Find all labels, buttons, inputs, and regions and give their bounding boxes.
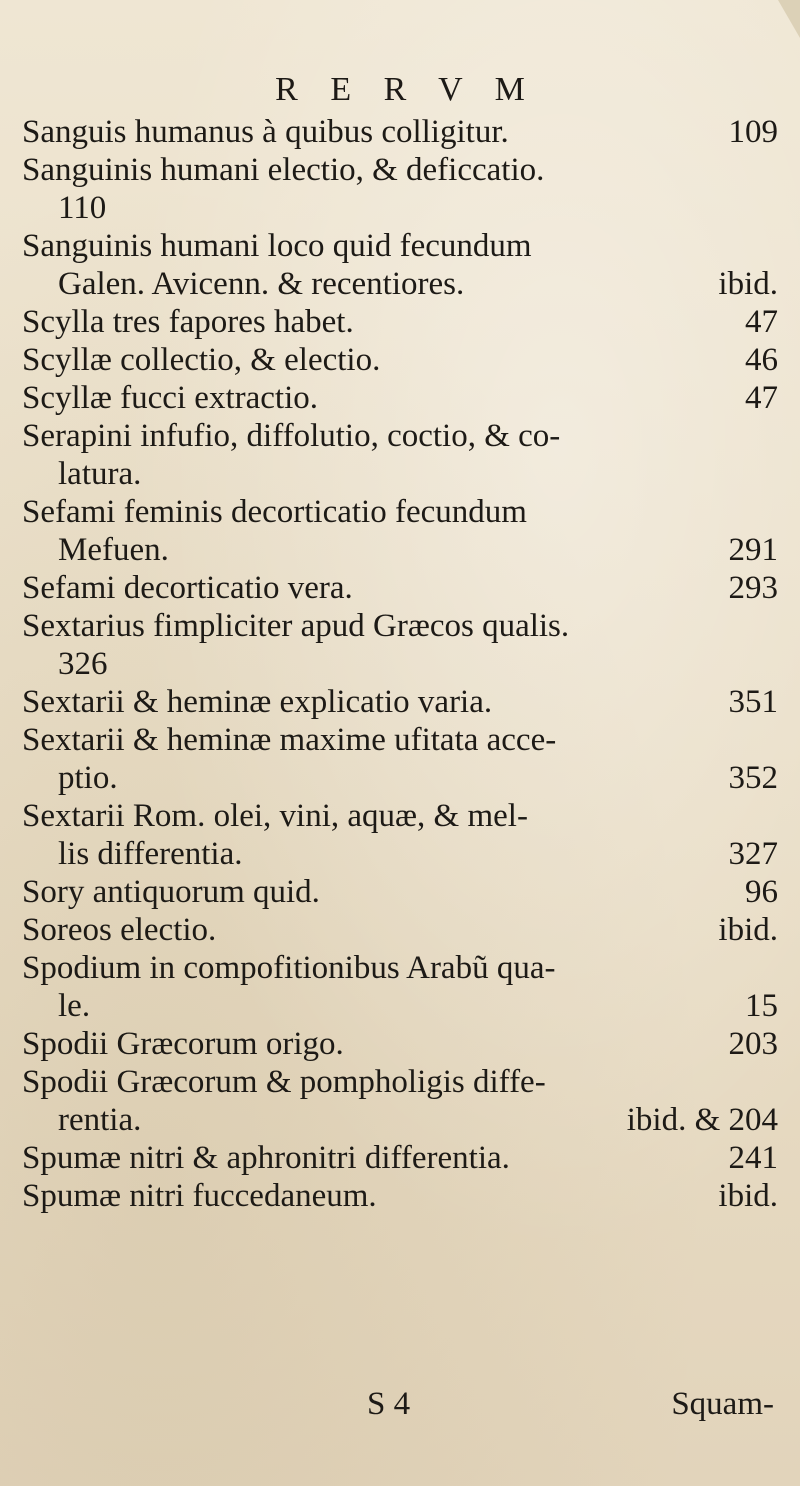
entry-text: Spumæ nitri fuccedaneum. [22,1178,377,1214]
entry-text: Sanguis humanus à quibus colligitur. [22,114,509,150]
entry-text: Soreos electio. [22,912,217,948]
catchword: Squam- [671,1386,774,1422]
entry-text: Sanguinis humani loco quid fecundum [22,228,532,264]
entry-continuation: 110 [58,190,107,226]
index-entry [22,265,782,303]
entry-text: Sextarii Rom. olei, vini, aquæ, & mel- [22,798,528,834]
index-entry [22,151,782,227]
entry-text: Serapini infufio, diffolutio, coctio, & co- [22,418,561,454]
entry-text: Scyllæ collectio, & electio. [22,342,381,378]
entry-page-ref: 241 [728,1140,778,1176]
index-entry [22,607,782,683]
entry-continuation: le. [58,988,91,1024]
entry-page-ref: ibid. [718,266,778,302]
index-entry [22,797,782,873]
entry-continuation: latura. [58,456,142,492]
entry-text: Scyllæ fucci extractio. [22,380,318,416]
entry-page-ref: 327 [728,836,778,872]
page-footer [22,1384,782,1424]
entry-page-ref: 47 [745,380,778,416]
index-entry [22,417,782,493]
entry-page-ref: 96 [745,874,778,910]
entry-page-ref: 109 [728,114,778,150]
entry-page-ref: ibid. [718,912,778,948]
entry-text: Sanguinis humani electio, & deficcatio. [22,152,545,188]
entry-page-ref: 352 [728,760,778,796]
entry-continuation: lis differentia. [58,836,243,872]
entry-text: Sefami decorticatio vera. [22,570,353,606]
entry-continuation: ptio. [58,760,118,796]
index-entry [22,1177,782,1215]
index-entry [22,1025,782,1063]
entry-page-ref: ibid. & 204 [626,1102,778,1138]
index-entry [22,873,782,911]
entry-text: Sory antiquorum quid. [22,874,320,910]
signature-mark: S 4 [367,1386,411,1422]
entry-continuation: 326 [58,646,108,682]
entry-page-ref: ibid. [718,1178,778,1214]
entry-text: Scylla tres fapores habet. [22,304,354,340]
entry-page-ref: 47 [745,304,778,340]
index-entry [22,493,782,569]
index-entry [22,721,782,797]
entry-page-ref: 203 [728,1026,778,1062]
index-entries [22,113,782,1215]
running-header: R E R V M [275,71,537,108]
entry-page-ref: 46 [745,342,778,378]
index-entry [22,379,782,417]
index-entry [22,949,782,1025]
index-entry [22,341,782,379]
entry-page-ref: 15 [745,988,778,1024]
index-entry [22,683,782,721]
page-corner [778,0,800,38]
entry-text: Sextarius fimpliciter apud Græcos qualis. [22,608,570,644]
entry-text: Spumæ nitri & aphronitri differentia. [22,1140,510,1176]
entry-continuation: Mefuen. [58,532,169,568]
entry-text: Sextarii & heminæ explicatio varia. [22,684,493,720]
index-entry [22,303,782,341]
index-entry [22,911,782,949]
entry-page-ref: 293 [728,570,778,606]
entry-continuation: Galen. Avicenn. & recentiores. [58,266,465,302]
entry-page-ref: 291 [728,532,778,568]
index-entry [22,227,782,265]
entry-text: Spodium in compofitionibus Arabũ qua- [22,950,556,986]
entry-text: Sefami feminis decorticatio fecundum [22,494,527,530]
entry-text: Sextarii & heminæ maxime ufitata acce- [22,722,557,758]
entry-text: Spodii Græcorum & pompholigis diffe- [22,1064,546,1100]
index-entry [22,1139,782,1177]
index-entry [22,569,782,607]
index-entry [22,1063,782,1139]
index-entry [22,113,782,151]
entry-continuation: rentia. [58,1102,142,1138]
entry-page-ref: 351 [728,684,778,720]
entry-text: Spodii Græcorum origo. [22,1026,344,1062]
